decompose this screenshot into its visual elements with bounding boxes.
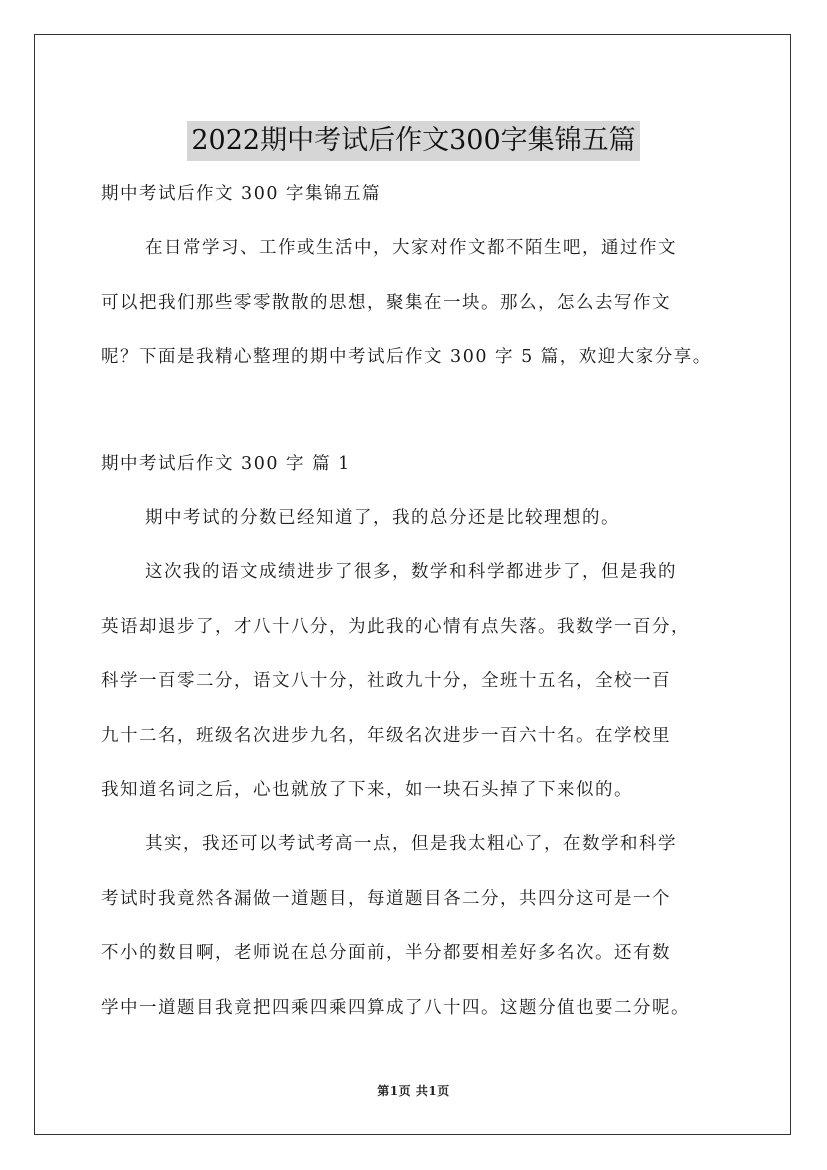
paragraph-line: 我知道名词之后，心也就放了下来，如一块石头掉了下来似的。 xyxy=(101,780,633,800)
paragraph-line: 期中考试的分数已经知道了，我的总分还是比较理想的。 xyxy=(145,508,620,528)
page-total: 1 xyxy=(428,1084,438,1098)
paragraph-line: 这次我的语文成绩进步了很多，数学和科学都进步了，但是我的 xyxy=(145,562,677,582)
intro-line: 呢？下面是我精心整理的期中考试后作文 300 字 5 篇，欢迎大家分享。 xyxy=(101,347,712,367)
page-suffix: 页 xyxy=(437,1084,450,1098)
paragraph-line: 科学一百零二分，语文八十分，社政九十分，全班十五名，全校一百 xyxy=(101,671,671,691)
title-container xyxy=(0,103,827,179)
intro-line: 在日常学习、工作或生活中，大家对作文都不陌生吧，通过作文 xyxy=(145,238,677,258)
page-footer xyxy=(0,1083,827,1099)
paragraph-line: 九十二名，班级名次进步九名，年级名次进步一百六十名。在学校里 xyxy=(101,725,671,746)
intro-paragraph xyxy=(101,221,741,385)
paragraph-line: 不小的数目啊，老师说在总分面前，半分都要相差好多名次。还有数 xyxy=(101,943,671,963)
section-heading: 期中考试后作文 300 字 篇 1 xyxy=(101,454,351,474)
page-prefix: 第 xyxy=(377,1084,390,1098)
body-paragraph-3 xyxy=(101,817,741,1035)
page-mid: 页 共 xyxy=(398,1084,429,1098)
document-title: 2022期中考试后作文300字集锦五篇 xyxy=(187,121,639,161)
paragraph-line: 考试时我竟然各漏做一道题目，每道题目各二分，共四分这可是一个 xyxy=(101,888,671,909)
paragraph-line: 英语却退步了，才八十八分，为此我的心情有点失落。我数学一百分， xyxy=(101,616,690,637)
intro-line: 可以把我们那些零零散散的思想，聚集在一块。那么，怎么去写作文 xyxy=(101,292,671,313)
paragraph-line: 学中一道题目我竟把四乘四乘四算成了八十四。这题分值也要二分呢。 xyxy=(101,997,690,1018)
paragraph-line: 其实，我还可以考试考高一点，但是我太粗心了，在数学和科学 xyxy=(145,834,677,854)
body-paragraph-2 xyxy=(101,545,741,818)
body-paragraph-1 xyxy=(101,491,741,546)
document-subtitle: 期中考试后作文 300 字集锦五篇 xyxy=(101,184,382,204)
page-current: 1 xyxy=(389,1084,399,1098)
